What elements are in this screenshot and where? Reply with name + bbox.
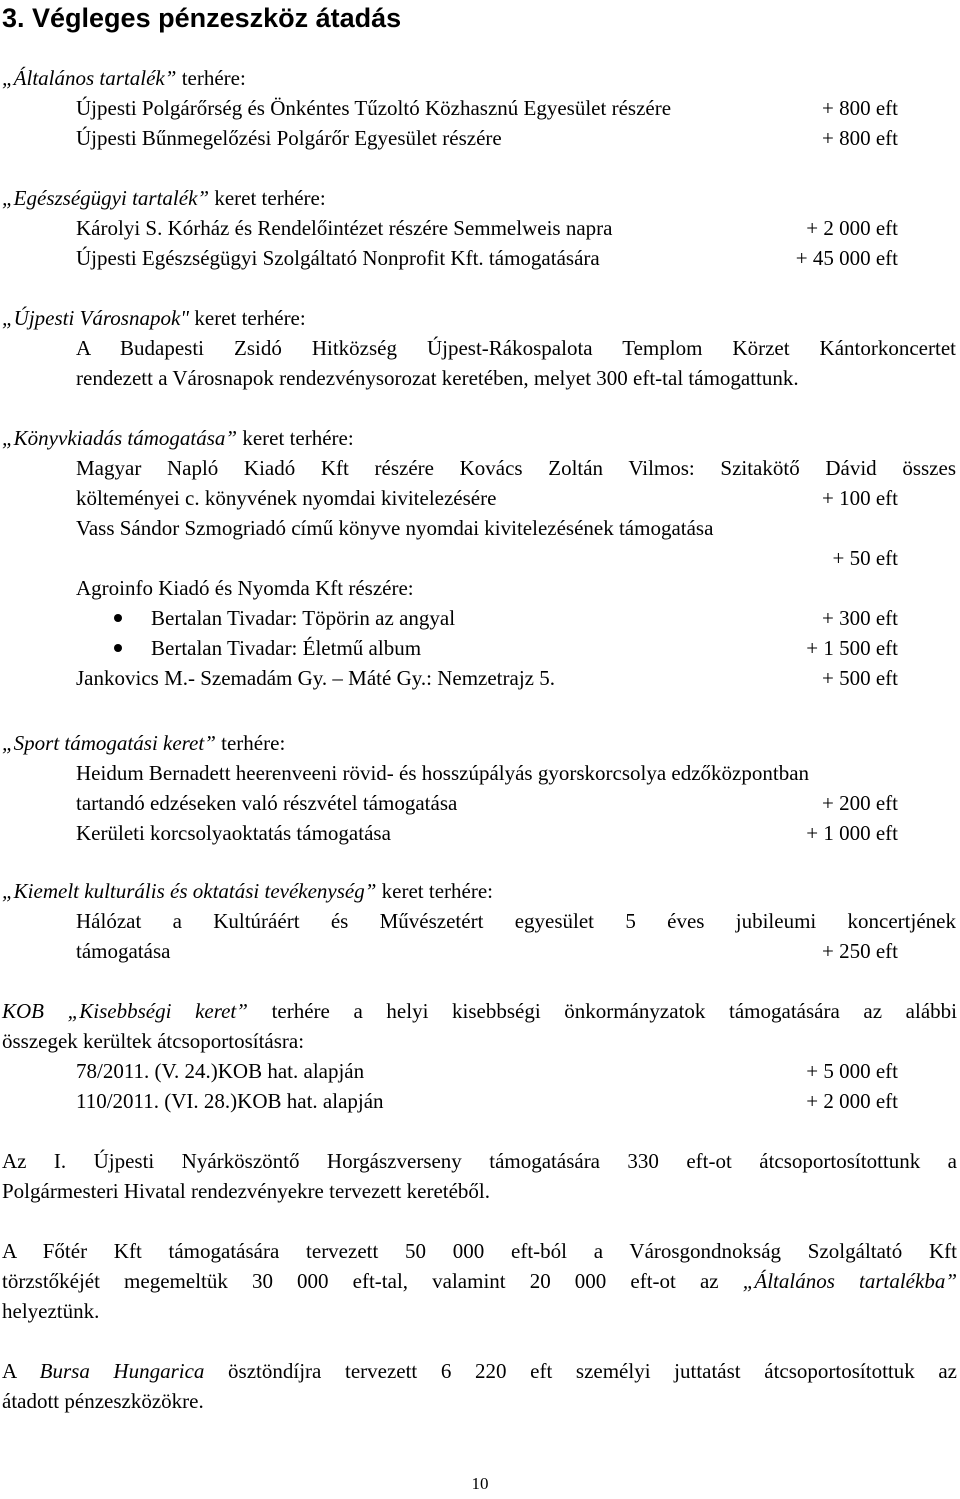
section-heading: „Újpesti Városnapok" keret terhére: <box>2 306 306 330</box>
section-book-publishing <box>0 423 960 693</box>
section-general-reserve <box>0 63 960 153</box>
amount: + 800 eft <box>822 126 898 150</box>
amount: + 800 eft <box>822 96 898 120</box>
amount: + 100 eft <box>822 486 898 510</box>
paragraph-line: KOB „Kisebbségi keret” terhére a helyi kisebbségi önkormányzatok támogatására az alábbi <box>2 999 957 1023</box>
paragraph-line: törzstőkéjét megemeltük 30 000 eft-tal, valamint 20 000 eft-ot az „Általános tartalékba” <box>2 1269 957 1293</box>
paragraph-line: átadott pénzeszközökre. <box>2 1389 204 1413</box>
allocation-row: Kerületi korcsolyaoktatás támogatása + 1 000 eft <box>76 818 898 848</box>
paragraph-line: Polgármesteri Hivatal rendezvényekre tervezett keretéből. <box>2 1179 491 1203</box>
paragraph-line: Magyar Napló Kiadó Kft részére Kovács Zoltán Vilmos: Szitakötő Dávid összes <box>76 456 956 480</box>
paragraph-bursa-hungarica <box>0 1356 960 1416</box>
amount: + 50 eft <box>832 546 898 570</box>
list-item: Bertalan Tivadar: Életmű album + 1 500 eft <box>76 633 898 663</box>
allocation-row: tartandó edzéseken való részvétel támogatása + 200 eft <box>76 788 898 818</box>
section-sport-support <box>0 728 960 848</box>
allocation-row: Károlyi S. Kórház és Rendelőintézet részére Semmelweis napra + 2 000 eft <box>76 213 898 243</box>
paragraph-line: A Budapesti Zsidó Hitközség Újpest-Rákospalota Templom Körzet Kántorkoncertet <box>76 336 956 360</box>
page-number: 10 <box>471 1474 489 1493</box>
allocation-row: Újpesti Polgárőrség és Önkéntes Tűzoltó Közhasznú Egyesület részére + 800 eft <box>76 93 898 123</box>
paragraph-fishing-contest <box>0 1146 960 1206</box>
allocation-row: 78/2011. (V. 24.)KOB hat. alapján + 5 000 eft <box>76 1056 898 1086</box>
section-heading: „Egészségügyi tartalék” keret terhére: <box>2 186 326 210</box>
section-heading: „Általános tartalék” terhére: <box>2 66 246 90</box>
allocation-row: Újpesti Egészségügyi Szolgáltató Nonprofit Kft. támogatására + 45 000 eft <box>76 243 898 273</box>
paragraph-line: összegek kerültek átcsoportosításra: <box>2 1029 305 1053</box>
amount: + 2 000 eft <box>806 216 898 240</box>
amount: + 500 eft <box>822 666 898 690</box>
section-cultural-activity <box>0 876 960 966</box>
allocation-row: költeményei c. könyvének nyomdai kivitelezésére + 100 eft <box>76 483 898 513</box>
paragraph-line: Heidum Bernadett heerenveeni rövid- és hosszúpályás gyorskorcsolya edzőközpontban <box>76 761 810 785</box>
section-heading: „Kiemelt kulturális és oktatási tevékenység” keret terhére: <box>2 879 494 903</box>
bullet-icon <box>114 644 122 652</box>
amount: + 45 000 eft <box>795 246 898 270</box>
paragraph-line: A Főtér Kft támogatására tervezett 50 000 eft-ból a Városgondnokság Szolgáltató Kft <box>2 1239 957 1263</box>
section-health-reserve <box>0 183 960 273</box>
paragraph-line: rendezett a Városnapok rendezvénysorozat keretében, melyet 300 eft-tal támogattunk. <box>76 366 799 390</box>
allocation-row: 110/2011. (VI. 28.)KOB hat. alapján + 2 000 eft <box>76 1086 898 1116</box>
paragraph-line: Az I. Újpesti Nyárköszöntő Horgászverseny támogatására 330 eft-ot átcsoportosítottunk a <box>2 1149 957 1173</box>
paragraph-line: helyeztünk. <box>2 1299 100 1323</box>
allocation-row: Vass Sándor Szmogriadó című könyve nyomdai kivitelezésének támogatása <box>76 516 714 540</box>
paragraph-line: A Bursa Hungarica ösztöndíjra tervezett 6 220 eft személyi juttatást átcsoportosítottuk az <box>2 1359 958 1383</box>
section-city-days <box>0 303 960 393</box>
amount: + 5 000 eft <box>806 1059 898 1083</box>
allocation-row <box>76 543 898 573</box>
amount: + 2 000 eft <box>806 1089 898 1113</box>
allocation-row: Agroinfo Kiadó és Nyomda Kft részére: <box>76 576 414 600</box>
amount: + 1 500 eft <box>806 636 898 660</box>
amount: + 250 eft <box>822 939 898 963</box>
amount: + 300 eft <box>822 606 898 630</box>
page-title: 3. Végleges pénzeszköz átadás <box>2 3 402 33</box>
list-item: Bertalan Tivadar: Töpörin az angyal + 300 eft <box>76 603 898 633</box>
amount: + 200 eft <box>822 791 898 815</box>
amount: + 1 000 eft <box>806 821 898 845</box>
bullet-icon <box>114 614 122 622</box>
section-heading: „Könyvkiadás támogatása” keret terhére: <box>2 426 354 450</box>
allocation-row: Jankovics M.- Szemadám Gy. – Máté Gy.: Nemzetrajz 5. + 500 eft <box>76 663 898 693</box>
section-heading: „Sport támogatási keret” terhére: <box>2 731 286 755</box>
allocation-row: támogatása + 250 eft <box>76 936 898 966</box>
allocation-row: Újpesti Bűnmegelőzési Polgárőr Egyesület részére + 800 eft <box>76 123 898 153</box>
section-minority-reserve <box>0 996 960 1116</box>
paragraph-main-square <box>0 1236 960 1326</box>
paragraph-line: Hálózat a Kultúráért és Művészetért egyesület 5 éves jubileumi koncertjének <box>76 909 956 933</box>
